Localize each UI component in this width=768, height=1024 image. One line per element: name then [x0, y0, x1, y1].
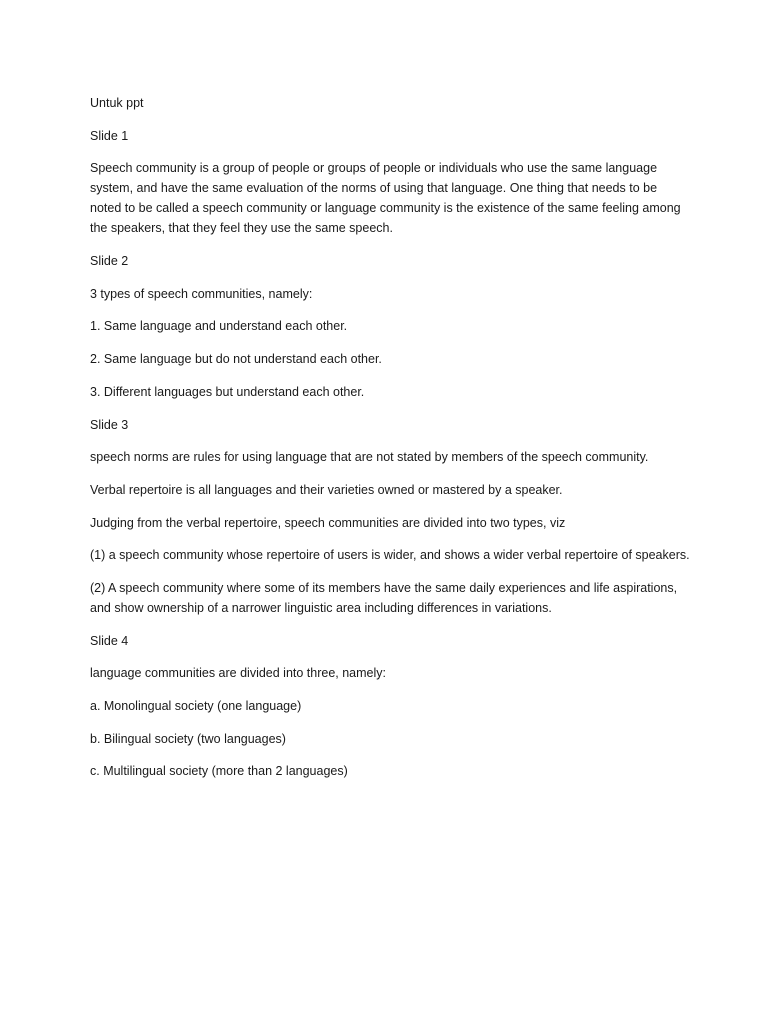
slide-1-heading: Slide 1 [90, 128, 129, 143]
slide-4-item-b: b. Bilingual society (two languages) [90, 731, 286, 746]
slide-1-paragraph: Speech community is a group of people or groups of people or individuals who use the same language system, and have the same evaluation of the norms of using that language. One thing that needs to be noted to be called a speech community or language community is the existence of the same feeling among the speakers, that they feel they use the same speech. [90, 161, 681, 236]
slide-3-heading: Slide 3 [90, 417, 129, 432]
slide-2-item-3: 3. Different languages but understand each other. [90, 384, 365, 399]
slide-2-intro: 3 types of speech communities, namely: [90, 286, 313, 301]
document-body [90, 93, 690, 794]
slide-4-intro: language communities are divided into three, namely: [90, 666, 387, 681]
document-title: Untuk ppt [90, 96, 144, 110]
slide-3-type-2: (2) A speech community where some of its members have the same daily experiences and life aspirations, and show ownership of a narrower linguistic area including differences in variations. [90, 580, 678, 615]
slide-3-speech-norms: speech norms are rules for using language that are not stated by members of the speech community. [90, 450, 649, 465]
slide-3-verbal-repertoire: Verbal repertoire is all languages and their varieties owned or mastered by a speaker. [90, 482, 563, 497]
slide-2-heading: Slide 2 [90, 254, 129, 269]
slide-4-heading: Slide 4 [90, 633, 129, 648]
slide-3-type-1: (1) a speech community whose repertoire of users is wider, and shows a wider verbal repertoire of speakers. [90, 548, 690, 563]
slide-3-types-intro: Judging from the verbal repertoire, speech communities are divided into two types, viz [90, 515, 566, 530]
slide-4-item-a: a. Monolingual society (one language) [90, 699, 302, 713]
slide-2-item-1: 1. Same language and understand each other. [90, 319, 348, 334]
slide-4-item-c: c. Multilingual society (more than 2 languages) [90, 764, 348, 779]
slide-2-item-2: 2. Same language but do not understand each other. [90, 352, 382, 367]
